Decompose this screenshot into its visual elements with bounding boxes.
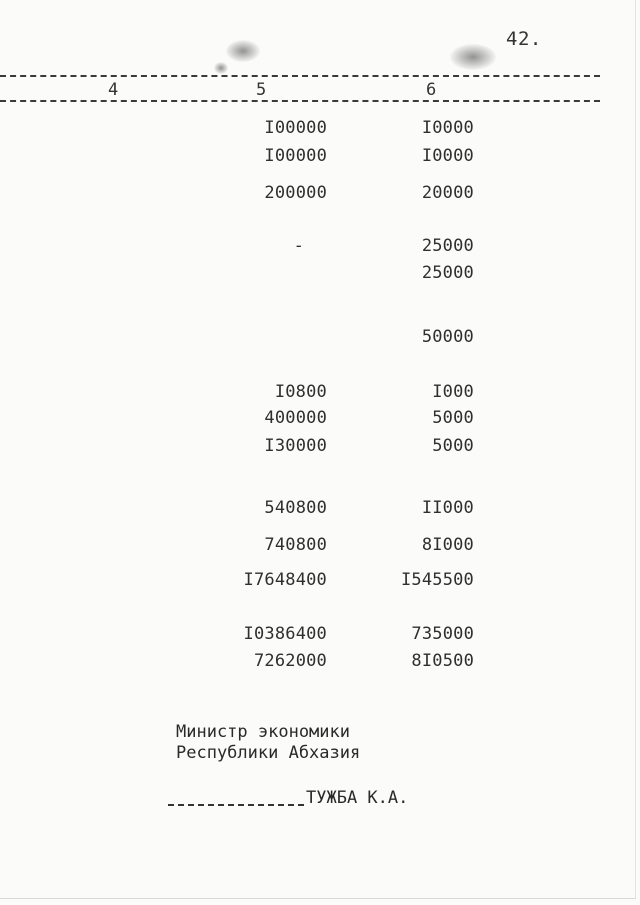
table-cell-col5: 400000 <box>264 408 327 428</box>
table-cell-col5: I00000 <box>264 118 327 138</box>
table-cell-col6: 8I0500 <box>411 651 474 671</box>
table-cell-col6: 5000 <box>432 436 474 456</box>
table-cell-col6: 50000 <box>421 327 474 347</box>
ink-smudge-3 <box>450 44 496 70</box>
ink-smudge-1 <box>226 40 260 62</box>
table-cell-col5: I0800 <box>274 382 327 402</box>
table-cell-col6: I0000 <box>421 146 474 166</box>
table-cell-col5: 7262000 <box>253 651 327 671</box>
table-cell-col6: 20000 <box>421 183 474 203</box>
table-cell-col5: I30000 <box>264 436 327 456</box>
table-cell-col6: II000 <box>421 498 474 518</box>
table-cell-col5: I7648400 <box>243 570 327 590</box>
table-cell-col5: 740800 <box>264 535 327 555</box>
table-cell-col6: 25000 <box>421 236 474 256</box>
table-cell-col6: 5000 <box>432 408 474 428</box>
ink-smudge-2 <box>214 62 228 74</box>
table-top-rule <box>0 75 600 77</box>
page-number: 42. <box>506 28 542 50</box>
table-cell-col6: 8I000 <box>421 535 474 555</box>
table-header-rule <box>0 100 600 102</box>
table-cell-col6: I545500 <box>400 570 474 590</box>
signatory-name: ТУЖБА К.А. <box>306 788 409 808</box>
column-number-4: 4 <box>108 80 119 100</box>
table-cell-col6: I000 <box>432 382 474 402</box>
table-cell-col5: 200000 <box>264 183 327 203</box>
column-number-5: 5 <box>256 80 267 100</box>
table-cell-col6: I0000 <box>421 118 474 138</box>
signature-title-line2: Республики Абхазия <box>176 743 361 763</box>
table-cell-col5: 540800 <box>264 498 327 518</box>
signature-line <box>168 804 304 806</box>
signature-block <box>176 722 360 764</box>
signature-title-line1: Министр экономики <box>176 722 350 742</box>
table-cell-col6: 25000 <box>421 263 474 283</box>
table-cell-col5: I00000 <box>264 146 327 166</box>
table-cell-col6: 735000 <box>411 624 474 644</box>
table-cell-col5: I0386400 <box>243 624 327 644</box>
table-cell-col5: - <box>293 236 304 256</box>
column-number-6: 6 <box>426 80 437 100</box>
